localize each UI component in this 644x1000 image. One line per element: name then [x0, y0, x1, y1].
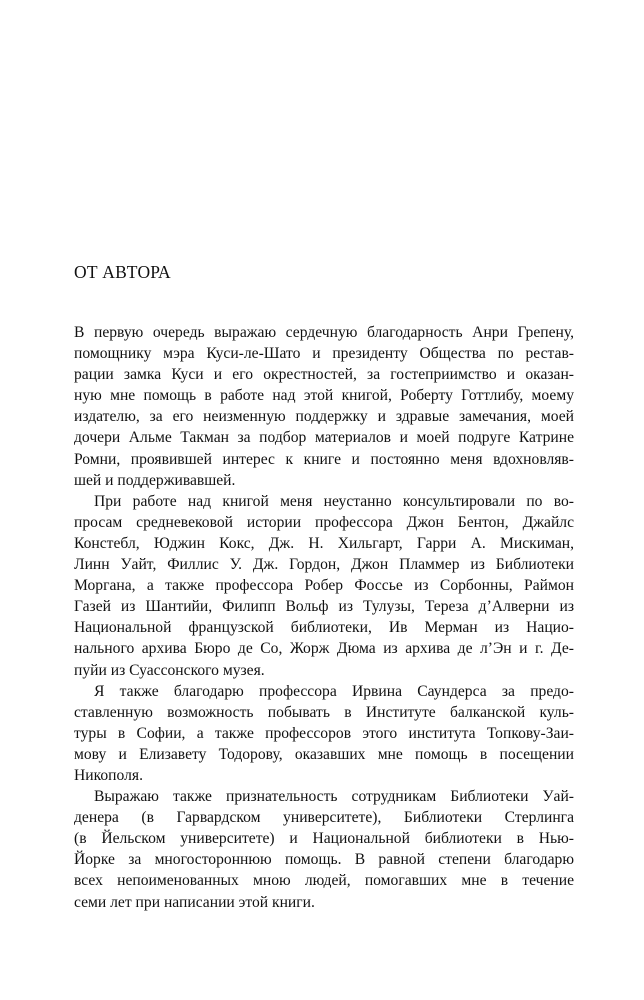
text-line: денера (в Гарвардском университете), Библиотеки Стерлинга: [74, 809, 574, 827]
text-line: ставленную возможность побывать в Институте балканской куль-: [74, 703, 574, 721]
text-line: рации замка Куси и его окрестностей, за гостеприимство и оказан-: [74, 366, 574, 384]
text-line: шей и поддерживавшей.: [74, 471, 236, 489]
text-line: туры в Софии, а также профессоров этого института Топкову-Заи-: [74, 724, 574, 742]
text-line: Никополя.: [74, 766, 143, 784]
paragraph-3: [74, 681, 574, 786]
text-line: мову и Елизавету Тодорову, оказавших мне помощь в посещении: [74, 745, 574, 763]
text-line: нального архива Бюро де Со, Жорж Дюма из архива де л’Эн и г. Де-: [74, 640, 574, 658]
text-line: (в Йельском университете) и Национальной библиотеки в Нью-: [74, 830, 574, 848]
text-line: дочери Альме Такман за подбор материалов и моей подруге Катрине: [74, 429, 574, 447]
paragraph-4: [74, 786, 574, 913]
text-line: Ромни, проявившей интерес к книге и постоянно меня вдохновляв-: [74, 450, 574, 468]
acknowledgements-text: [74, 322, 574, 913]
paragraph-2: [74, 491, 574, 681]
paragraph-1: [74, 322, 574, 491]
text-line: Линн Уайт, Филлис У. Дж. Гордон, Джон Пламмер из Библиотеки: [74, 556, 574, 574]
text-line: Йорке за многостороннюю помощь. В равной степени благодарю: [74, 851, 574, 869]
text-line: Газей из Шантийи, Филипп Вольф из Тулузы, Тереза д’Алверни из: [74, 598, 574, 616]
text-line: просам средневековой истории профессора Джон Бентон, Джайлс: [74, 513, 574, 531]
text-line: При работе над книгой меня неустанно консультировали по во-: [94, 492, 574, 510]
text-line: Выражаю также признательность сотрудникам Библиотеки Уай-: [94, 788, 574, 806]
text-line: Я также благодарю профессора Ирвина Саундерса за предо-: [94, 682, 574, 700]
text-line: Моргана, а также профессора Робер Фоссье из Сорбонны, Раймон: [74, 577, 574, 595]
text-line: В первую очередь выражаю сердечную благодарность Анри Грепену,: [74, 324, 574, 341]
text-line: издателю, за его неизменную поддержку и здравые замечания, моей: [74, 408, 574, 426]
section-heading: ОТ АВТОРА: [74, 262, 171, 282]
text-line: Констебл, Юджин Кокс, Дж. Н. Хильгарт, Гарри А. Мискиман,: [74, 534, 574, 552]
text-line: Национальной французской библиотеки, Ив Мерман из Нацио-: [74, 619, 574, 637]
text-line: всех непоименованных мною людей, помогавших мне в течение: [74, 872, 574, 890]
text-line: помощнику мэра Куси-ле-Шато и президенту Общества по рестав-: [74, 345, 574, 363]
text-line: ную мне помощь в работе над этой книгой, Роберту Готтлибу, моему: [74, 387, 574, 405]
text-line: пуйи из Суассонского музея.: [74, 661, 265, 679]
text-line: семи лет при написании этой книги.: [74, 893, 315, 911]
